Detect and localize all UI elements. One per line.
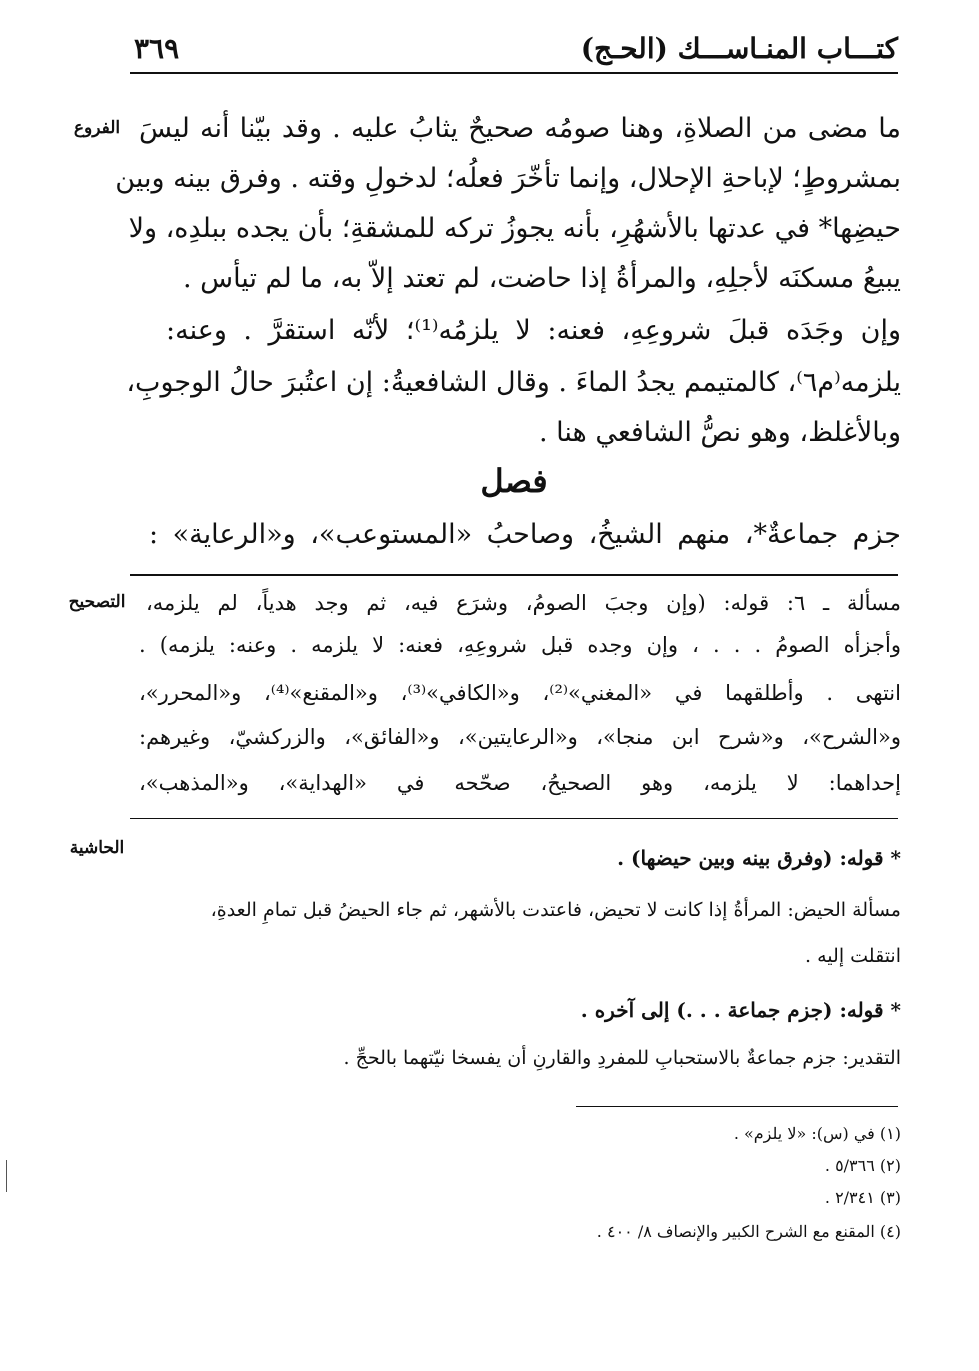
main-line: وبالأغلظ، وهو نصُّ الشافعي هنا . [539,417,901,448]
margin-label-tashih: التصحيح [68,592,126,612]
main-line: ما مضى من الصلاةِ، وهنا صومُه صحيحٌ يثابُ عليه . وقد بيّنا أنه ليسَ [139,113,901,144]
tashih-line: وأجزأه الصومُ . . . ، وإن وجده قبل شروعِهِ، فعنه: لا يلزمه . وعنه: يلزمه) . [139,633,901,657]
hashiya-line: انتقلت إليه . [805,945,901,967]
footnote-item: (٢) ٥/٣٦٦ . [824,1156,901,1175]
section-line: جزم جماعةٌ*، منهم الشيخُ، وصاحبُ «المستوعب»، و«الرعاية» : [149,519,901,550]
page-header [130,30,898,74]
main-line: بمشروطٍ؛ لإباحةِ الإحلال، وإنما تأخّرَ فعلُه؛ لدخولِ وقته . وفرق بينه وبين [115,163,901,194]
hashiya-line: * قوله: (وفرق بينه وبين حيضها) . [617,846,901,870]
tashih-line: انتهى . وأطلقهما في «المغني»⁽²⁾، و«الكافي»⁽³⁾، و«المقنع»⁽⁴⁾، و«المحرر»، [139,681,901,705]
tashih-line: إحداهما: لا يلزمه، وهو الصحيحُ، صحّحه في «الهداية»، و«المذهب»، [139,771,901,795]
footnote-item: (٣) ٢/٣٤١ . [824,1188,901,1207]
main-line: وإن وجَدَه قبلَ شروعِهِ، فعنه: لا يلزمُه⁽¹⁾؛ لأنّه استقرَّ . وعنه: [166,315,901,346]
footnote-item: (١) في (س): «لا يلزم» . [733,1124,901,1143]
hashiya-line: التقدير: جزم جماعةٌ بالاستحبابِ للمفردِ والقارنِ أن يفسخا نيّتهما بالحجِّ . [343,1047,901,1069]
margin-label-furu: الفروع [73,118,121,138]
main-line: يبيعُ مسكنَه لأجلِهِ، والمرأةُ إذا حاضت، لم تعتد إلاّ به، ما لم تيأس . [182,263,901,294]
section-heading: فصل [480,462,548,500]
hashiya-line: * قوله: (جزم جماعة . . .) إلى آخره . [580,998,901,1022]
margin-label-hashiya: الحاشية [69,838,125,858]
main-line: حيضِها* في عدتها بالأشهُرِ، بأنه يجوزُ تركه للمشقةِ؛ بأن يجده ببلدِه، ولا [128,213,901,244]
tashih-line: مسألة ـ ٦: قوله: (وإن وجبَ الصومُ، وشرَع فيه، ثم وجد هدياً، لم يلزمه، [146,591,901,615]
divider-main-tashih [130,574,898,576]
footnote-item: (٤) المقنع مع الشرح الكبير والإنصاف ٨/ ٤٠٠ . [596,1222,901,1241]
hashiya-line: مسألة الحيض: المرأةُ إذا كانت لا تحيض، فاعتدت بالأشهر، ثم جاء الحيضُ قبل تمامِ العدةِ، [210,899,901,921]
divider-tashih-hashiya [130,818,898,819]
running-title: كتـــاب المنـاســـك (الحـج) [580,32,898,65]
footnote-divider [576,1106,898,1107]
tashih-line: و«الشرح»، و«شرح ابن منجا»، و«الرعايتين»، و«الفائق»، والزركشيّ، وغيرهم: [139,725,901,749]
main-line: يلزمه⁽م٦⁾، كالمتيمم يجدُ الماءَ . وقال الشافعيةُ: إن اعتُبرَ حالُ الوجوبِ، [126,367,901,398]
page-number: ٣٦٩ [134,32,180,65]
scan-edge-mark [6,1160,7,1192]
